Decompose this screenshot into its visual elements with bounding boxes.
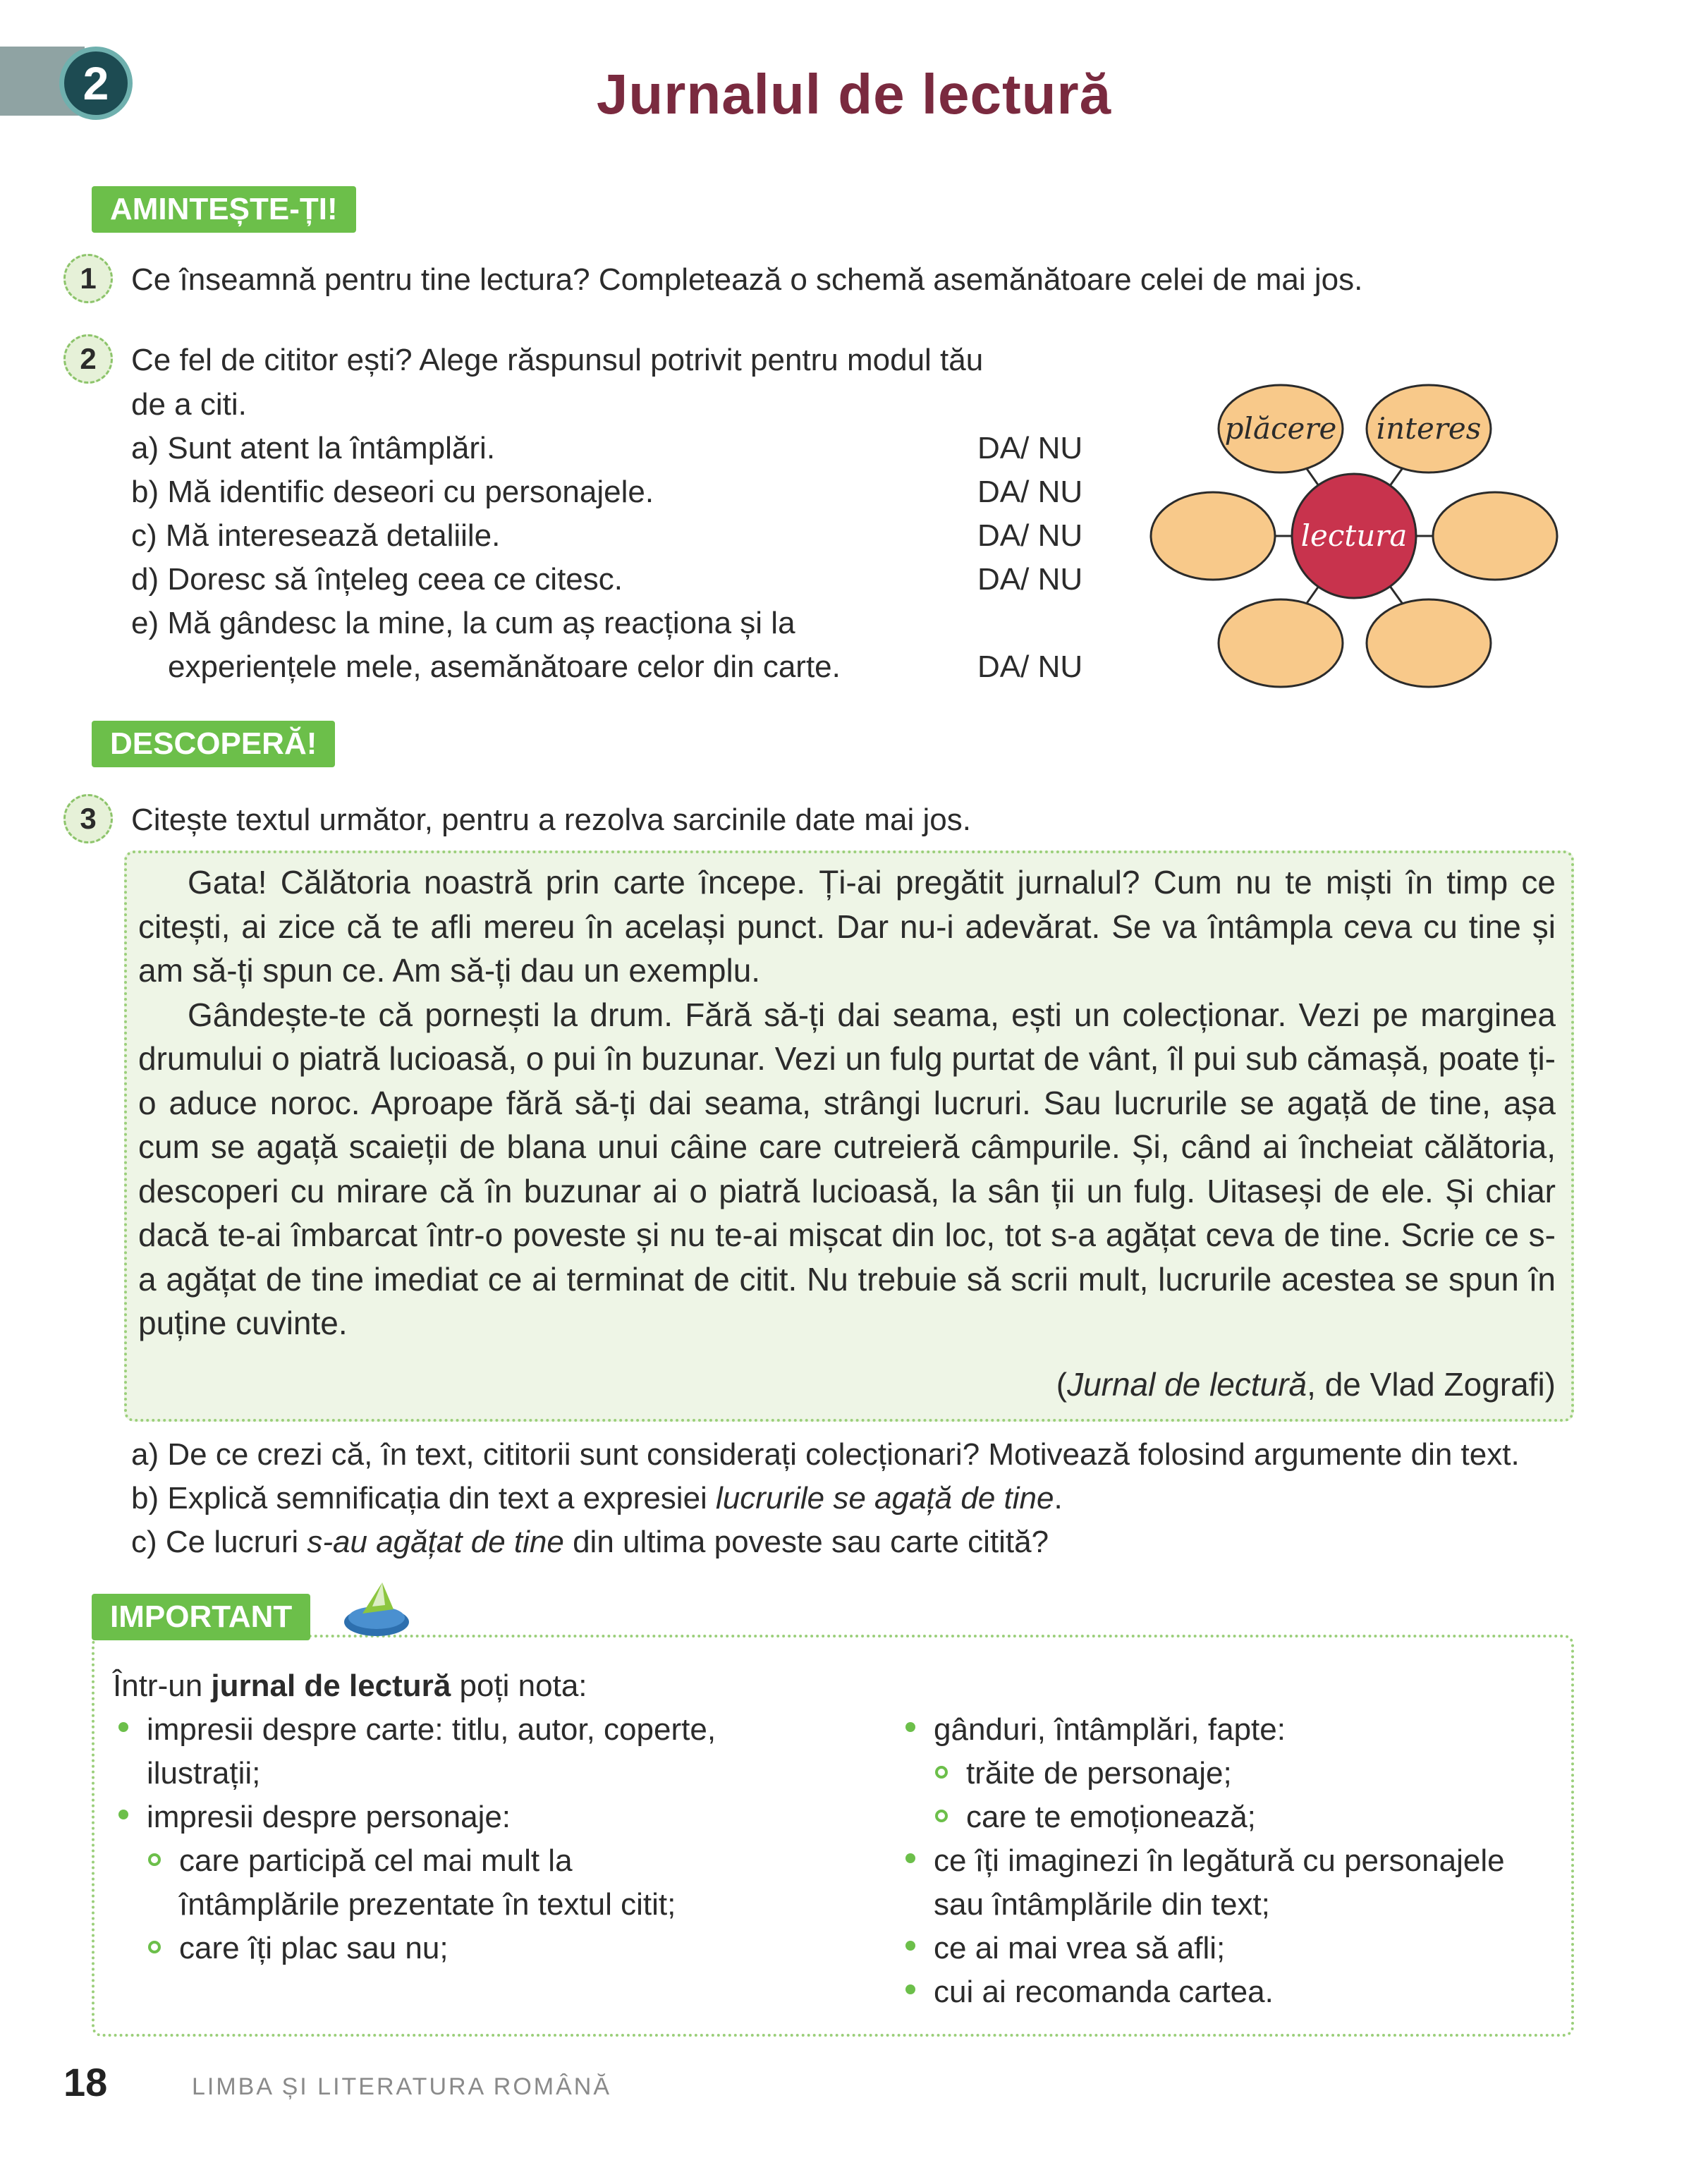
option-e-answer[interactable]: DA/ NU [977, 650, 1083, 684]
petal-label-placere: plăcere [1224, 411, 1337, 446]
source-title: Jurnal de lectură [1067, 1366, 1307, 1403]
option-b: b) Mă identific deseori cu personajele. [131, 475, 654, 509]
important-left-b1-cont: ilustrații; [147, 1756, 261, 1791]
bullet-dot [905, 1984, 915, 1994]
unit-number-badge: 2 [59, 47, 133, 120]
option-c: c) Mă interesează detaliile. [131, 518, 501, 553]
option-c-answer[interactable]: DA/ NU [977, 518, 1083, 553]
reading-passage [138, 860, 1556, 1346]
important-right-b3: ce ai mai vrea să afli; [934, 1931, 1226, 1965]
page-number: 18 [63, 2060, 108, 2104]
exercise-number-2: 2 [63, 334, 113, 384]
petal-empty-bottom-left [1219, 599, 1343, 687]
bullet-dot [905, 1722, 915, 1732]
important-intro: Într-un jurnal de lectură poți nota: [113, 1669, 587, 1703]
sub-bullet-ring [148, 1941, 161, 1953]
important-left-s1-cont: întâmplările prezentate în textul citit; [179, 1887, 676, 1922]
important-right-b2-cont: sau întâmplările din text; [934, 1887, 1270, 1922]
petal-empty-bottom-right [1367, 599, 1491, 687]
sub-bullet-ring [148, 1853, 161, 1866]
important-left-b2: impresii despre personaje: [147, 1800, 511, 1834]
petal-label-interes: interes [1376, 411, 1482, 446]
exercise-number-1: 1 [63, 254, 113, 303]
exercise-1-text: Ce înseamnă pentru tine lectura? Completează o schemă asemănătoare celei de mai jos. [131, 262, 1363, 297]
lectura-mind-map [1142, 374, 1573, 698]
option-d: d) Doresc să înțeleg ceea ce citesc. [131, 562, 623, 597]
exercise-2-text: Ce fel de cititor ești? Alege răspunsul potrivit pentru modul tău [131, 343, 984, 377]
option-a-answer[interactable]: DA/ NU [977, 431, 1083, 465]
petal-empty-right [1433, 492, 1557, 580]
bullet-dot [118, 1810, 128, 1819]
center-label: lectura [1300, 518, 1408, 553]
exercise-2-text-cont: de a citi. [131, 387, 247, 422]
petal-empty-left [1151, 492, 1275, 580]
sub-bullet-ring [935, 1810, 948, 1822]
important-left-s1: care participă cel mai mult la [179, 1843, 573, 1878]
bullet-dot [905, 1853, 915, 1863]
exercise-3-text: Citește textul următor, pentru a rezolva sarcinile date mai jos. [131, 803, 971, 837]
option-d-answer[interactable]: DA/ NU [977, 562, 1083, 597]
option-e-cont: experiențele mele, asemănătoare celor din carte. [168, 650, 841, 684]
important-right-s1: trăite de personaje; [966, 1756, 1232, 1791]
option-b-answer[interactable]: DA/ NU [977, 475, 1083, 509]
option-a: a) Sunt atent la întâmplări. [131, 431, 496, 465]
footer-subject: LIMBA ȘI LITERATURA ROMÂNĂ [192, 2073, 612, 2100]
important-left-s2: care îți plac sau nu; [179, 1931, 449, 1965]
passage-paragraph-1: Gata! Călătoria noastră prin carte începe. Ți-ai pregătit jurnalul? Cum nu te miști în timp ce citești, ai zice că te afli mereu în același punct. Dar nu-i adevărat. Se va întâmpla ceva cu tine și am să-ți spun ce. Am să-ți dau un exemplu. [138, 864, 1556, 989]
option-e: e) Mă gândesc la mine, la cum aș reacționa și la [131, 606, 795, 640]
pin-icon [341, 1577, 412, 1640]
exercise-number-3: 3 [63, 794, 113, 843]
important-right-b4: cui ai recomanda cartea. [934, 1975, 1274, 2009]
section-label-remember: AMINTEȘTE-ȚI! [92, 186, 356, 233]
important-left-b1: impresii despre carte: titlu, autor, coperte, [147, 1712, 716, 1747]
passage-source: (Jurnal de lectură, de Vlad Zografi) [1056, 1366, 1556, 1403]
bullet-dot [905, 1941, 915, 1951]
task-b: b) Explică semnificația din text a expresiei lucrurile se agață de tine. [131, 1481, 1063, 1516]
bullet-dot [118, 1722, 128, 1732]
section-label-discover: DESCOPERĂ! [92, 721, 335, 767]
page-title: Jurnalul de lectură [596, 63, 1112, 126]
sub-bullet-ring [935, 1766, 948, 1779]
important-right-b1: gânduri, întâmplări, fapte: [934, 1712, 1286, 1747]
important-right-s2: care te emoționează; [966, 1800, 1256, 1834]
passage-paragraph-2: Gândește-te că pornești la drum. Fără să-ți dai seama, ești un colecționar. Vezi pe marginea drumului o piatră lucioasă, o pui în buzunar. Vezi un fulg purtat de vânt, îl pui sub cămașă, poate ți-o aduce noroc. Aproape fără să-ți dai seama, strângi lucruri. Sau lucrurile se agață de tine, așa cum se agață scaieții de blana unui câine care cutreieră câmpurile. Și, când ai încheiat călătoria, descoperi cu mirare că în buzunar ai o piatră lucioasă, la sân ții un fulg. Uitaseși de ele. Și chiar dacă te-ai îmbarcat într-o poveste și nu te-ai mișcat din loc, tot s-a agățat ceva de tine. Scrie ce s-a agățat de tine imediat ce ai terminat de citit. Nu trebuie să scrii mult, lucrurile acestea se spun în puține cuvinte. [138, 996, 1556, 1341]
important-right-b2: ce îți imaginezi în legătură cu personajele [934, 1843, 1505, 1878]
task-a: a) De ce crezi că, în text, cititorii sunt considerați colecționari? Motivează folosind argumente din text. [131, 1437, 1520, 1472]
task-c: c) Ce lucruri s-au agățat de tine din ultima poveste sau carte citită? [131, 1525, 1049, 1559]
section-label-important: IMPORTANT [92, 1594, 310, 1640]
